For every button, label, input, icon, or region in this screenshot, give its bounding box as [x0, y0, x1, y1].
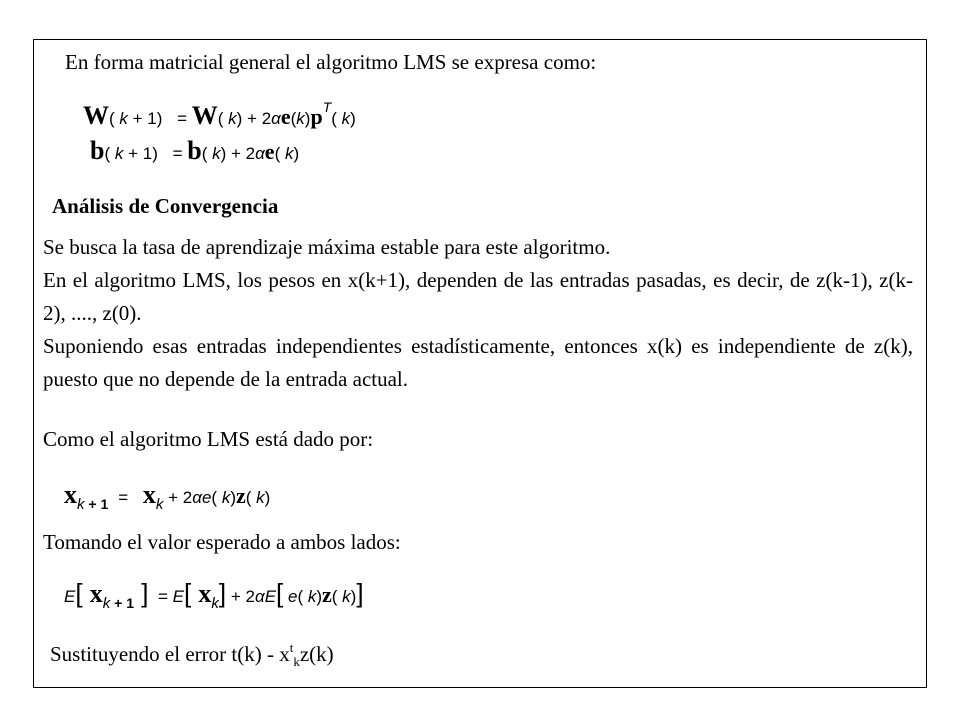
paragraph-independence: Suponiendo esas entradas independientes estadísticamente, entonces x(k) es independiente de z(k), puesto que no depende de la entrada actual. — [43, 334, 913, 391]
equation-weight-update: W( k + 1) = W( $k) + 2\alpha e(k)p^T$( k) — [83, 99, 356, 130]
section-heading: Análisis de Convergencia — [52, 194, 279, 218]
equation-lms-update: $x_k$ $_{+ 1} = x_k + 2\alpha e$( k)z( k) — [64, 480, 271, 513]
substitution-superscript: t — [289, 640, 294, 655]
equation-expected-value: E[ $x_k$ $_{+ 1}$ ] = E[ $x_k] + 2\alpha E$[ e( k)z( k)] — [64, 578, 364, 612]
paragraph-learning-rate: Se busca la tasa de aprendizaje máxima estable para este algoritmo. — [43, 235, 611, 259]
expected-value-text: Tomando el valor esperado a ambos lados: — [43, 530, 401, 554]
intro-text: En forma matricial general el algoritmo LMS se expresa como: — [65, 50, 597, 74]
convergence-paragraphs — [43, 231, 913, 396]
lms-given-text: Como el algoritmo LMS está dado por: — [43, 427, 374, 451]
substitution-suffix: z(k) — [299, 642, 334, 666]
equation-bias-update: b( k + 1) = b( k) + 2αe( k) — [90, 136, 300, 165]
substitution-text — [50, 633, 334, 676]
substitution-subscript: k — [293, 654, 300, 669]
paragraph-weights-dependence: En el algoritmo LMS, los pesos en x(k+1), dependen de las entradas pasadas, es decir, de z(k-1), z(k-2), ...., z(0). — [43, 268, 913, 325]
substitution-prefix: Sustituyendo el error t(k) - x — [50, 642, 290, 666]
